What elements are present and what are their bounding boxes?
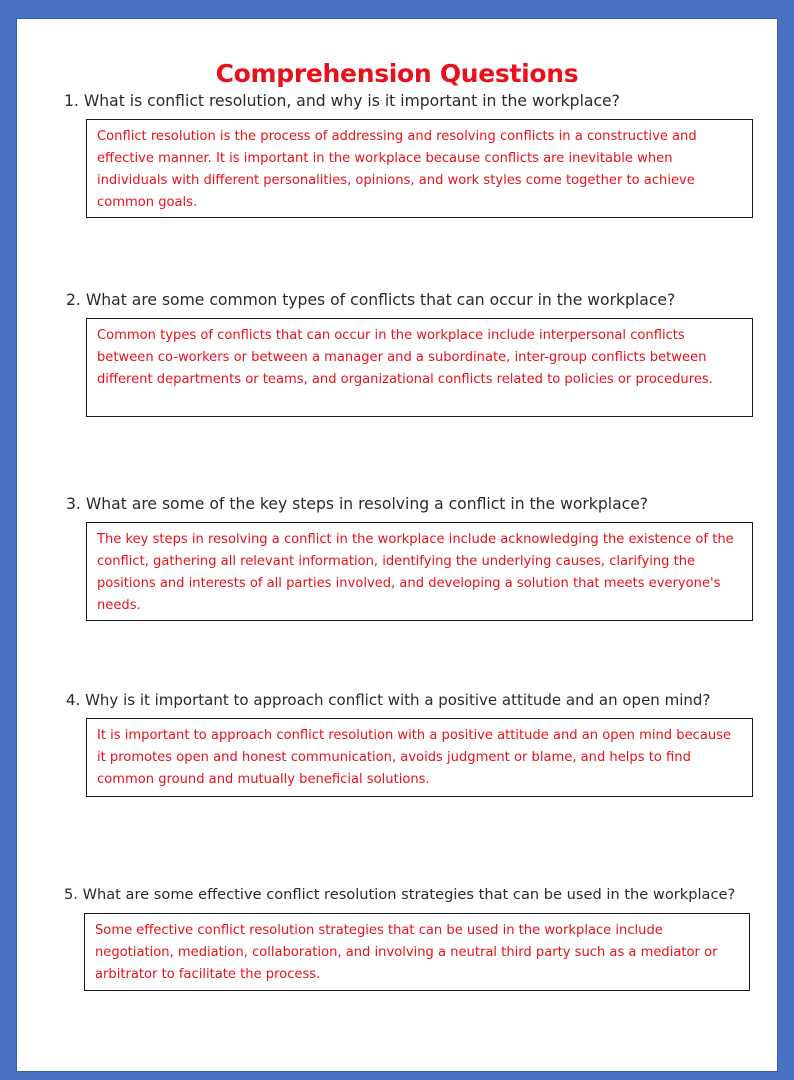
question-1: 1. What is conflict resolution, and why is it important in the workplace? (64, 92, 620, 110)
answer-box-5: Some effective conflict resolution strategies that can be used in the workplace include negotiation, mediation, collaboration, and involving a neutral third party such as a mediator or arbitrator to facilitate the process. (84, 913, 750, 991)
answer-box-3: The key steps in resolving a conflict in the workplace include acknowledging the existence of the conflict, gathering all relevant information, identifying the underlying causes, clarifying the positions and interests of all parties involved, and developing a solution that meets everyone's needs. (86, 522, 753, 621)
question-5: 5. What are some effective conflict resolution strategies that can be used in the workplace? (64, 886, 736, 903)
page-title: Comprehension Questions (215, 59, 579, 88)
answer-box-4: It is important to approach conflict resolution with a positive attitude and an open mind because it promotes open and honest communication, avoids judgment or blame, and helps to find common ground and mutually beneficial solutions. (86, 718, 753, 797)
answer-box-1: Conflict resolution is the process of addressing and resolving conflicts in a constructive and effective manner. It is important in the workplace because conflicts are inevitable when individuals with different personalities, opinions, and work styles come together to achieve common goals. (86, 119, 753, 218)
question-3: 3. What are some of the key steps in resolving a conflict in the workplace? (66, 495, 649, 513)
worksheet-page (16, 18, 778, 1072)
answer-box-2: Common types of conflicts that can occur in the workplace include interpersonal conflicts between co-workers or between a manager and a subordinate, inter-group conflicts between different departments or teams, and organizational conflicts related to policies or procedures. (86, 318, 753, 417)
question-2: 2. What are some common types of conflicts that can occur in the workplace? (66, 291, 676, 309)
question-4: 4. Why is it important to approach conflict with a positive attitude and an open mind? (66, 691, 711, 709)
